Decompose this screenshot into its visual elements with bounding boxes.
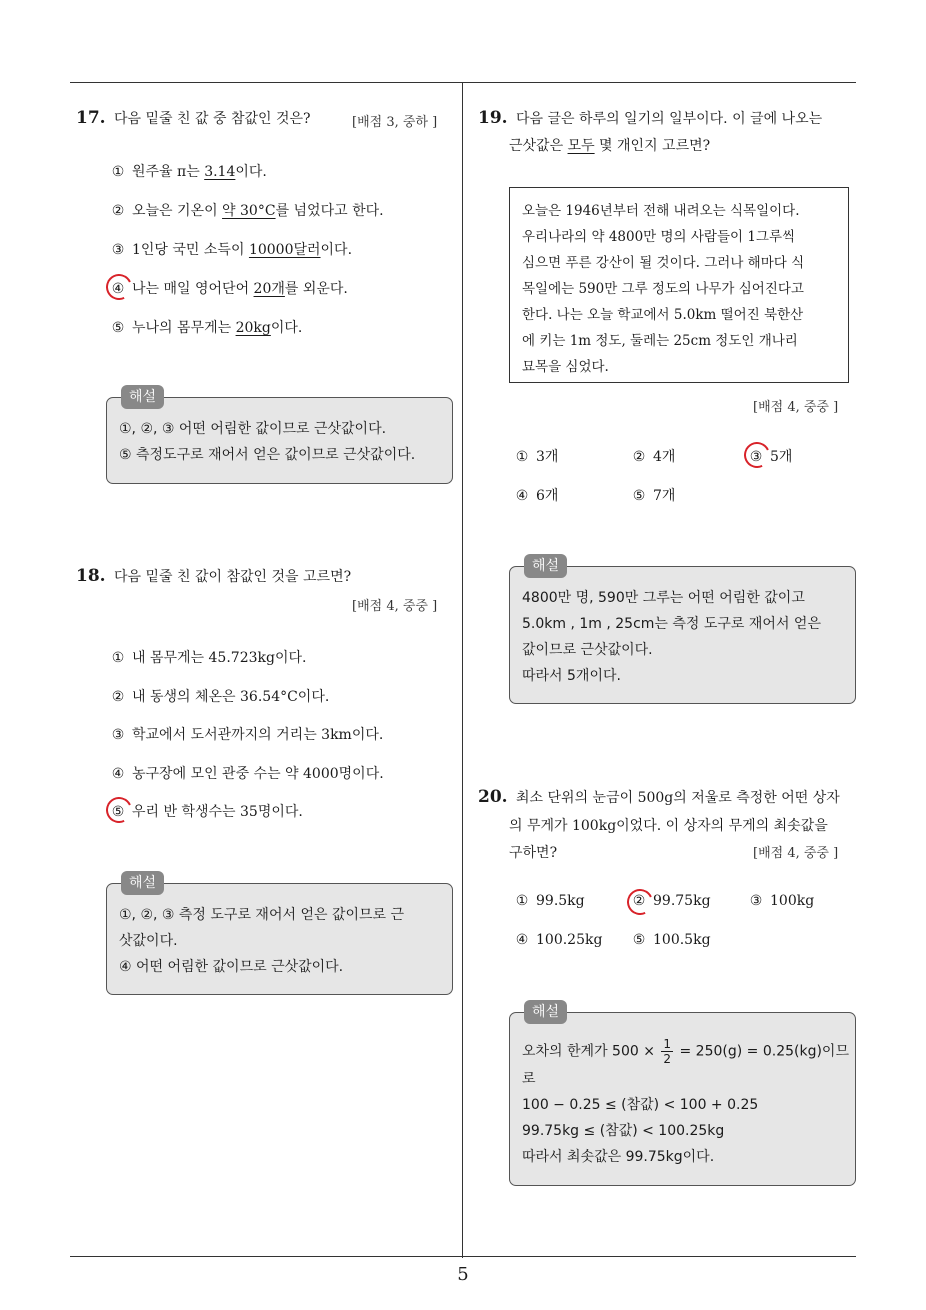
passage-line: 에 키는 1m 정도, 둘레는 25cm 정도인 개나리: [522, 333, 798, 349]
option-number: ②: [632, 893, 646, 909]
option-text: 내 동생의 체온은 36.54°C이다.: [132, 689, 330, 705]
option-text: 나는 매일 영어단어: [132, 281, 254, 297]
passage-line: 한다. 나는 오늘 학교에서 5.0km 떨어진 북한산: [522, 307, 804, 323]
option-text: 7개: [653, 488, 676, 504]
top-rule: [70, 82, 856, 83]
solution-line: 100 − 0.25 ≤ (참값) < 100 + 0.25: [522, 1097, 759, 1113]
q18-text: 다음 밑줄 친 값이 참값인 것을 고르면?: [114, 569, 352, 585]
passage-line: 묘목을 심었다.: [522, 359, 609, 375]
q20-text-line1: 최소 단위의 눈금이 500g의 저울로 측정한 어떤 상자: [516, 790, 840, 806]
page-number: 5: [457, 1264, 469, 1285]
q19-stem: [478, 108, 822, 128]
q19-text: 몇 개인지 고르면?: [594, 138, 711, 154]
passage-line: 목일에는 590만 그루 정도의 나무가 심어진다고: [522, 281, 804, 297]
option-number: ⑤: [111, 804, 125, 820]
option-text: 4개: [653, 449, 676, 465]
solution-label: 해설: [524, 1000, 567, 1024]
q17-score: [배점 3, 중하 ]: [352, 115, 438, 130]
solution-line: 로: [522, 1071, 536, 1087]
q17-number: 17.: [76, 108, 106, 128]
option-text: 농구장에 모인 관중 수는 약 4000명이다.: [132, 766, 384, 782]
q19-option-2[interactable]: [631, 446, 675, 466]
q19-option-1[interactable]: [514, 446, 558, 466]
q20-option-1[interactable]: [514, 893, 585, 909]
fraction-numerator: 1: [663, 1037, 672, 1051]
option-text: 5개: [770, 449, 793, 465]
solution-text: 오차의 한계가 500 ×: [522, 1043, 655, 1060]
q19-text: 근삿값은: [509, 138, 568, 154]
option-number: ②: [111, 689, 125, 705]
option-text: 내 몸무게는 45.723kg이다.: [132, 650, 307, 666]
q18-solution-box: [106, 875, 453, 995]
q19-option-4[interactable]: [514, 485, 558, 505]
option-number: ③: [111, 727, 125, 743]
q20-stem: [478, 787, 840, 807]
q17-option-4[interactable]: [110, 278, 348, 298]
q19-number: 19.: [478, 108, 508, 128]
option-text: 99.5kg: [536, 893, 585, 909]
option-underlined-value: 약 30°C: [222, 203, 276, 219]
option-number: ⑤: [111, 320, 125, 336]
solution-line: ①, ②, ③ 어떤 어림한 값이므로 근삿값이다.: [119, 421, 387, 437]
q17-option-2[interactable]: [110, 200, 384, 220]
passage-line: 심으면 푸른 강산이 될 것이다. 그러나 해마다 식: [522, 255, 805, 271]
q20-text-line3: 구하면?: [509, 845, 558, 861]
option-number: ④: [515, 932, 529, 948]
option-number: ①: [111, 650, 125, 666]
option-text: 100.5kg: [653, 932, 711, 948]
q18-score: [배점 4, 중중 ]: [352, 599, 438, 614]
q17-option-1[interactable]: [110, 161, 267, 181]
option-number: ④: [111, 766, 125, 782]
option-underlined-value: 10000달러: [248, 242, 321, 258]
q19-score: [배점 4, 중중 ]: [753, 400, 839, 415]
solution-line: 값이므로 근삿값이다.: [522, 642, 653, 658]
q20-option-5[interactable]: [631, 932, 711, 948]
q17-text: 다음 밑줄 친 값 중 참값인 것은?: [114, 111, 311, 127]
solution-label: 해설: [524, 554, 567, 578]
solution-line: ④ 어떤 어림한 값이므로 근삿값이다.: [119, 959, 344, 975]
solution-label: 해설: [121, 385, 164, 409]
q18-option-3[interactable]: [110, 724, 383, 744]
q19-option-5[interactable]: [631, 485, 675, 505]
solution-line: 99.75kg ≤ (참값) < 100.25kg: [522, 1123, 725, 1139]
q19-underlined-word: 모두: [567, 138, 595, 154]
q20-text-line2: 의 무게가 100kg이었다. 이 상자의 무게의 최솟값을: [509, 818, 828, 834]
q18-option-5[interactable]: [110, 801, 303, 821]
option-text: 3개: [536, 449, 559, 465]
q20-score: [배점 4, 중중 ]: [753, 846, 839, 861]
answer-mark-q18: [102, 793, 135, 826]
option-number: ②: [632, 449, 646, 465]
answer-mark-q19: [740, 438, 773, 471]
solution-line: 따라서 5개이다.: [522, 668, 621, 684]
option-text: 를 외운다.: [284, 281, 348, 297]
option-underlined-value: 20kg: [235, 320, 271, 336]
option-text: 를 넘었다고 한다.: [275, 203, 384, 219]
q18-option-1[interactable]: [110, 647, 306, 667]
option-underlined-value: 3.14: [204, 164, 236, 180]
passage-line: 우리나라의 약 4800만 명의 사람들이 1그루씩: [522, 229, 796, 245]
q20-number: 20.: [478, 787, 508, 807]
solution-line: ①, ②, ③ 측정 도구로 재어서 얻은 값이므로 근: [119, 907, 405, 923]
q18-option-2[interactable]: [110, 686, 329, 706]
q19-text-line1: 다음 글은 하루의 일기의 일부이다. 이 글에 나오는: [516, 111, 823, 127]
q20-option-3[interactable]: [748, 893, 814, 909]
q17-option-5[interactable]: [110, 317, 302, 337]
option-number: ④: [111, 281, 125, 297]
q20-solution-box: [509, 1004, 856, 1186]
solution-line: 5.0km , 1m , 25cm는 측정 도구로 재어서 얻은: [522, 616, 821, 632]
q19-text-line2: [509, 135, 710, 155]
option-number: ③: [749, 449, 763, 465]
solution-text: = 250(g) = 0.25(kg)이므: [679, 1043, 849, 1060]
solution-line: 따라서 최솟값은 99.75kg이다.: [522, 1149, 715, 1165]
fraction-denominator: 2: [663, 1052, 672, 1066]
option-text: 100.25kg: [536, 932, 603, 948]
option-text: 원주율 π는: [132, 164, 205, 180]
option-number: ①: [111, 164, 125, 180]
option-number: ③: [749, 893, 763, 909]
solution-line-1: [522, 1037, 849, 1066]
answer-mark-q17: [102, 270, 135, 303]
q19-passage-box: [509, 187, 849, 383]
q17-option-3[interactable]: [110, 239, 352, 259]
q17-stem: [76, 108, 311, 128]
option-number: ②: [111, 203, 125, 219]
option-number: ④: [515, 488, 529, 504]
option-text: 누나의 몸무게는: [132, 320, 236, 336]
column-divider: [462, 82, 463, 1258]
option-text: 학교에서 도서관까지의 거리는 3km이다.: [132, 727, 384, 743]
option-text: 우리 반 학생수는 35명이다.: [132, 804, 303, 820]
q20-option-4[interactable]: [514, 932, 602, 948]
q17-solution-box: [106, 389, 453, 484]
option-underlined-value: 20개: [253, 281, 285, 297]
bottom-rule: [70, 1256, 856, 1257]
option-text: 이다.: [235, 164, 267, 180]
fraction: [661, 1037, 673, 1066]
option-text: 99.75kg: [653, 893, 711, 909]
option-text: 100kg: [770, 893, 815, 909]
option-text: 이다.: [270, 320, 303, 336]
option-number: ⑤: [632, 488, 646, 504]
option-number: ①: [515, 893, 529, 909]
option-number: ①: [515, 449, 529, 465]
passage-line: 오늘은 1946년부터 전해 내려오는 식목일이다.: [522, 203, 800, 219]
q18-number: 18.: [76, 566, 106, 586]
option-text: 오늘은 기온이: [132, 203, 223, 219]
q18-stem: [76, 566, 351, 586]
solution-line: 삿값이다.: [119, 933, 178, 949]
answer-mark-q20: [623, 885, 656, 918]
option-text: 6개: [536, 488, 559, 504]
solution-line: 4800만 명, 590만 그루는 어떤 어림한 값이고: [522, 590, 805, 606]
option-number: ⑤: [632, 932, 646, 948]
option-text: 1인당 국민 소득이: [132, 242, 249, 258]
q18-option-4[interactable]: [110, 763, 384, 783]
solution-line: ⑤ 측정도구로 재어서 얻은 값이므로 근삿값이다.: [119, 447, 416, 463]
q19-solution-box: [509, 558, 856, 704]
option-number: ③: [111, 242, 125, 258]
solution-label: 해설: [121, 871, 164, 895]
option-text: 이다.: [320, 242, 353, 258]
